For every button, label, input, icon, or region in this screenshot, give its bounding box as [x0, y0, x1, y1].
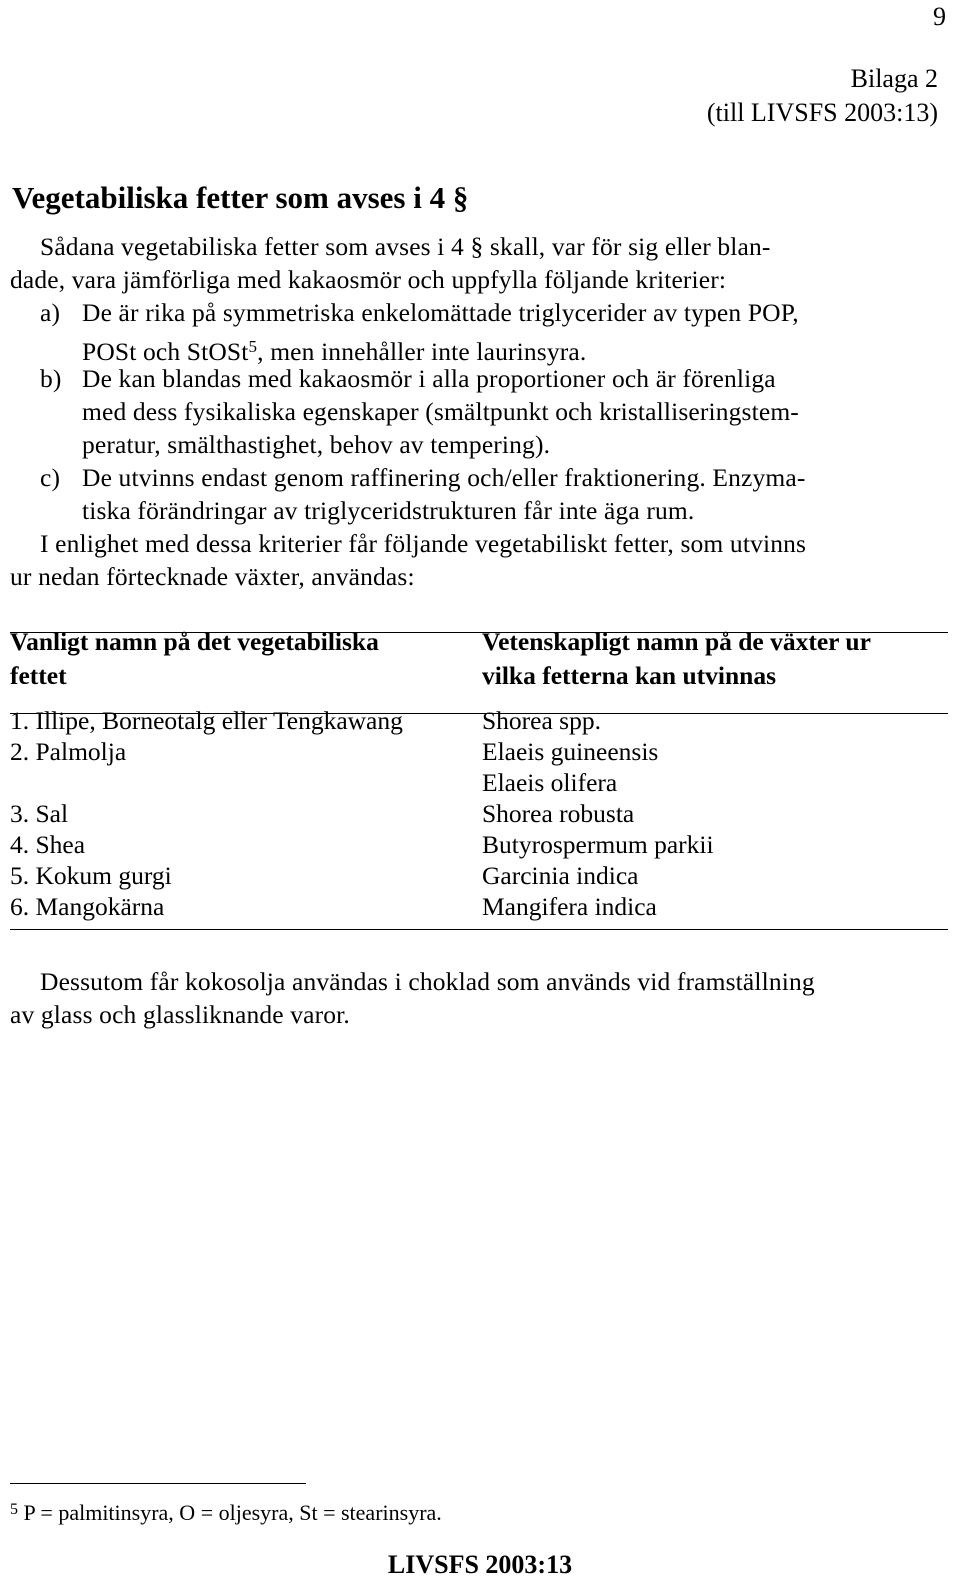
- table-cell-common: 5. Kokum gurgi: [10, 861, 172, 890]
- closing-line: I enlighet med dessa kriterier får följande vegetabiliskt fetter, som utvinns: [40, 529, 807, 558]
- table-cell-common: 3. Sal: [10, 799, 69, 828]
- paragraph-line: av glass och glassliknande varor.: [10, 1000, 350, 1029]
- footnote-rule: [10, 1483, 306, 1484]
- table-cell-scientific: Butyrospermum parkii: [482, 830, 714, 859]
- criterion-marker: c): [40, 463, 61, 492]
- table-cell-scientific: Garcinia indica: [482, 861, 639, 890]
- criterion-line: tiska förändringar av triglyceridstrukturen får inte äga rum.: [82, 496, 695, 525]
- intro-line: dade, vara jämförliga med kakaosmör och uppfylla följande kriterier:: [10, 265, 727, 294]
- table-cell-common: 6. Mangokärna: [10, 892, 165, 921]
- criterion-line: peratur, smälthastighet, behov av tempering).: [82, 430, 551, 459]
- closing-line: ur nedan förtecknade växter, användas:: [10, 562, 415, 591]
- table-header-scientific-name: [482, 625, 871, 693]
- table-bottom-rule: [10, 929, 948, 930]
- criterion-line: med dess fysikaliska egenskaper (smältpunkt och kristalliseringstem-: [82, 397, 799, 426]
- appendix-title: Bilaga 2: [850, 64, 938, 93]
- criterion-marker: b): [40, 364, 62, 393]
- criterion-marker: a): [40, 298, 61, 327]
- table-cell-scientific: Shorea spp.: [482, 706, 601, 735]
- table-cell-scientific: Elaeis olifera: [482, 768, 618, 797]
- footnote-reference: 5: [248, 337, 258, 356]
- header-line: fettet: [10, 661, 67, 690]
- header-line: Vetenskapligt namn på de växter ur: [482, 627, 871, 656]
- header-line: Vanligt namn på det vegetabiliska: [10, 627, 379, 656]
- table-cell-scientific: Elaeis guineensis: [482, 737, 659, 766]
- criterion-text: POSt och StOSt: [82, 337, 249, 366]
- paragraph-line: Dessutom får kokosolja användas i choklad som används vid framställning: [40, 967, 815, 996]
- section-heading: Vegetabiliska fetter som avses i 4 §: [12, 180, 469, 215]
- footnote-text: P = palmitinsyra, O = oljesyra, St = stearinsyra.: [23, 1500, 442, 1525]
- table-cell-common: 1. Illipe, Borneotalg eller Tengkawang: [10, 706, 403, 735]
- table-cell-common: 4. Shea: [10, 830, 86, 859]
- footnote: [10, 1500, 442, 1526]
- table-cell-scientific: Mangifera indica: [482, 892, 657, 921]
- intro-line: Sådana vegetabiliska fetter som avses i 4 § skall, var för sig eller blan-: [40, 232, 771, 261]
- header-line: vilka fetterna kan utvinnas: [482, 661, 776, 690]
- page-footer: LIVSFS 2003:13: [387, 1550, 573, 1579]
- footnote-marker: 5: [10, 1501, 18, 1518]
- criterion-line: De är rika på symmetriska enkelomättade triglycerider av typen POP,: [82, 298, 799, 327]
- table-cell-common: 2. Palmolja: [10, 737, 127, 766]
- table-cell-scientific: Shorea robusta: [482, 799, 635, 828]
- page-number: 9: [933, 2, 946, 31]
- criterion-text-tail: , men innehåller inte laurinsyra.: [257, 337, 587, 366]
- criterion-line: De kan blandas med kakaosmör i alla proportioner och är förenliga: [82, 364, 776, 393]
- table-header-common-name: [10, 625, 379, 693]
- appendix-reference: (till LIVSFS 2003:13): [706, 98, 938, 127]
- criterion-line: De utvinns endast genom raffinering och/eller fraktionering. Enzyma-: [82, 463, 806, 492]
- appendix-label: [707, 62, 938, 130]
